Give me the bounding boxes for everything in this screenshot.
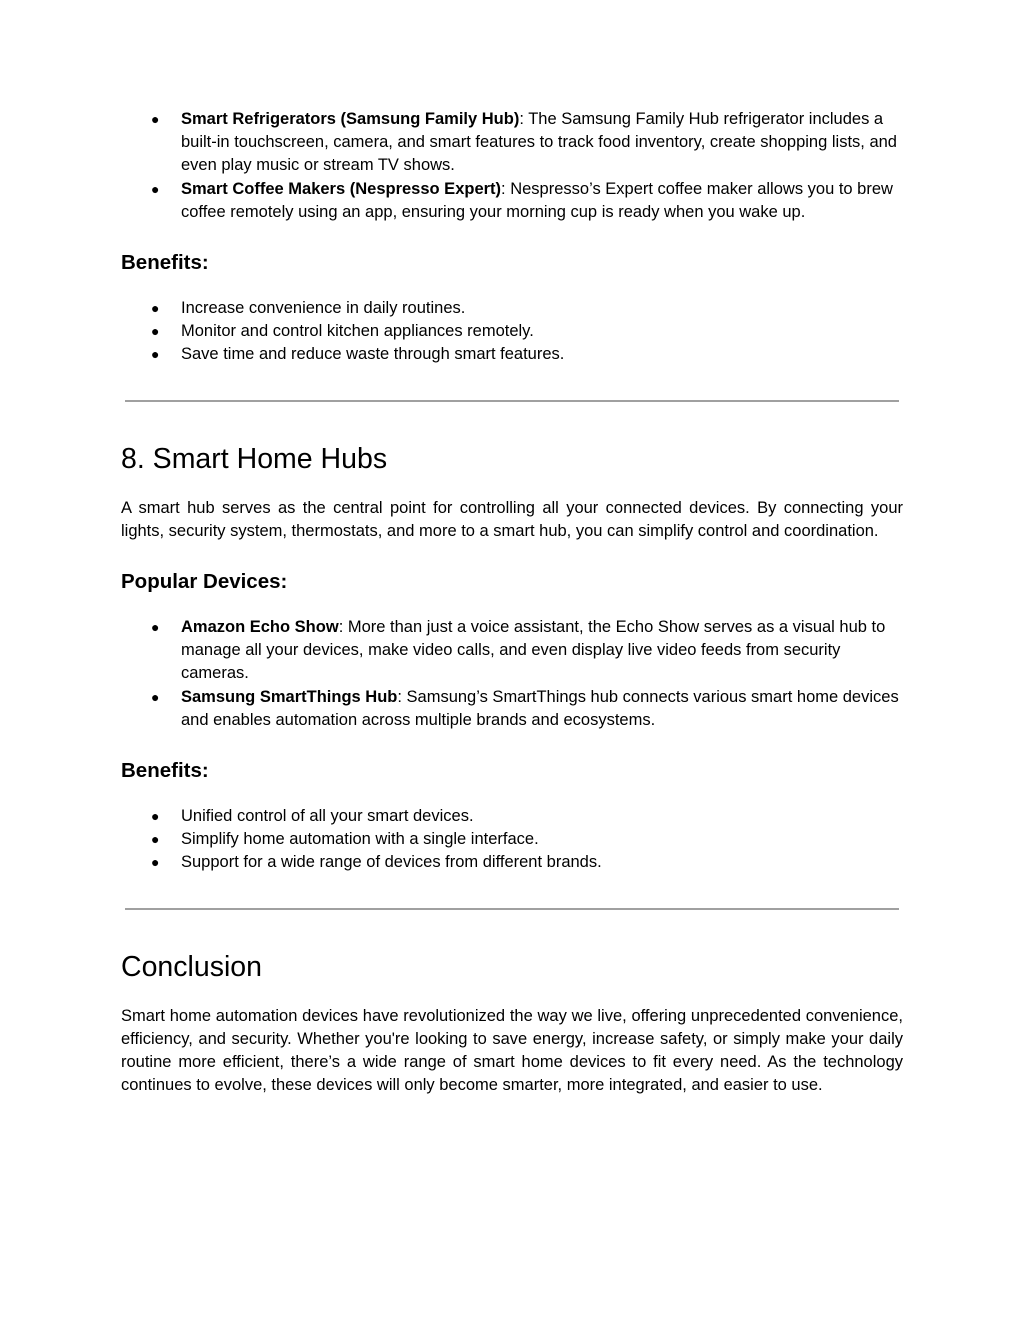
bullet-icon: ● [151, 688, 160, 705]
benefit-text: Support for a wide range of devices from different brands. [181, 853, 602, 872]
section-divider [125, 908, 899, 910]
hub-benefits-list [121, 805, 903, 875]
conclusion-title: Conclusion [121, 950, 262, 983]
bullet-icon: ● [151, 180, 160, 197]
bullet-icon: ● [151, 111, 160, 127]
benefit-text: Unified control of all your smart devices. [181, 807, 474, 826]
list-item [121, 828, 903, 851]
device-name: Smart Refrigerators (Samsung Family Hub) [181, 110, 520, 128]
benefits-heading: Benefits: [121, 251, 209, 275]
bullet-icon: ● [151, 831, 160, 848]
list-item [121, 851, 903, 874]
benefit-text: Save time and reduce waste through smart features. [181, 345, 565, 364]
conclusion-paragraph: Smart home automation devices have revolutionized the way we live, offering unprecedented convenience, efficiency, and security. Whether you're looking to save energy, increase safety, or simply make your daily routine more efficient, there’s a wide range of smart home devices to fit every need. As the technology continues to evolve, these devices will only become smarter, more integrated, and easier to use. [121, 1006, 903, 1095]
list-item [121, 320, 903, 343]
bullet-icon: ● [151, 619, 160, 636]
hub-devices-list [121, 616, 903, 732]
popular-devices-heading: Popular Devices: [121, 570, 288, 594]
device-description: : More than just a voice assistant, the Echo Show serves as a visual hub to manage all your devices, make video calls, and even display live video feeds from security cameras. [181, 618, 886, 683]
device-description: : Nespresso’s Expert coffee maker allows you to brew coffee remotely using an app, ensuring your morning cup is ready when you wake up. [181, 179, 893, 221]
benefit-text: Simplify home automation with a single interface. [181, 830, 539, 849]
device-name: Smart Coffee Makers (Nespresso Expert) [181, 179, 502, 198]
device-name: Amazon Echo Show [181, 618, 339, 637]
benefit-text: Monitor and control kitchen appliances remotely. [181, 322, 534, 341]
device-description: : Samsung’s SmartThings hub connects various smart home devices and enables automation across multiple brands and ecosystems. [181, 687, 899, 729]
kitchen-devices-list [121, 108, 903, 224]
list-item [121, 343, 903, 366]
list-item [121, 616, 903, 686]
section-paragraph: A smart hub serves as the central point for controlling all your connected devices. By connecting your lights, security system, thermostats, and more to a smart hub, you can simplify control and coordination. [121, 498, 903, 540]
benefits-heading: Benefits: [121, 759, 209, 783]
bullet-icon: ● [151, 346, 160, 363]
section-title: 8. Smart Home Hubs [121, 442, 388, 475]
list-item [121, 108, 903, 178]
list-item [121, 297, 903, 320]
bullet-icon: ● [151, 323, 160, 340]
device-description: : The Samsung Family Hub refrigerator includes a built-in touchscreen, camera, and smart features to track food inventory, create shopping lists, and even play music or stream TV shows. [181, 110, 897, 175]
document-page [121, 108, 903, 1097]
list-item [121, 686, 903, 732]
benefit-text: Increase convenience in daily routines. [181, 299, 466, 318]
kitchen-benefits-list [121, 297, 903, 367]
list-item [121, 178, 903, 224]
bullet-icon: ● [151, 854, 160, 871]
section-divider [125, 400, 899, 402]
bullet-icon: ● [151, 808, 160, 825]
bullet-icon: ● [151, 300, 160, 317]
list-item [121, 805, 903, 828]
device-name: Samsung SmartThings Hub [181, 687, 398, 706]
